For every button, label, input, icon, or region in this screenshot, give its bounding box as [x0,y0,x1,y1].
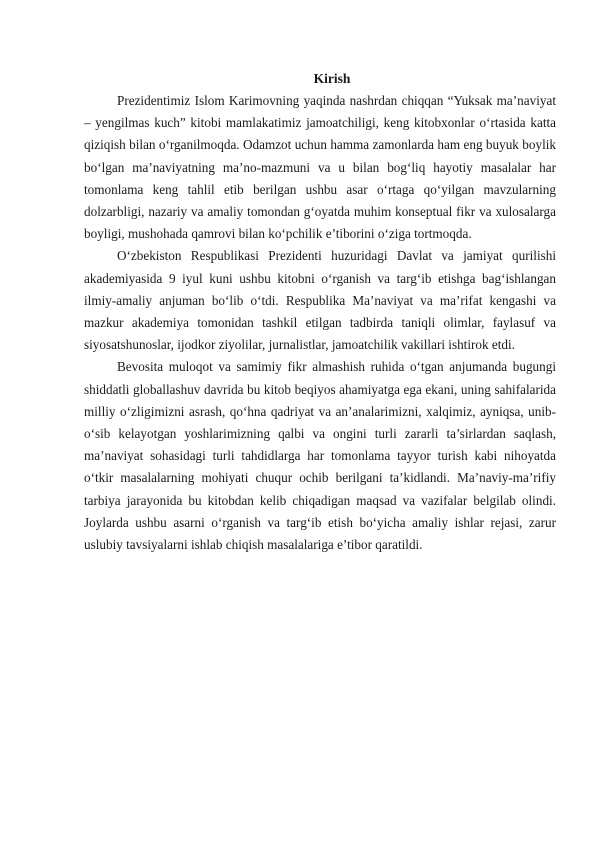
paragraph-2: O‘zbekiston Respublikasi Prezidenti huzuridagi Davlat va jamiyat qurilishi akademiyasida 9 iyul kuni ushbu kitobni o‘rganish va targ‘ib etishga bag‘ishlangan ilmiy-amaliy anjuman bo‘lib o‘tdi. Respublika Ma’naviyat va ma’rifat kengashi va mazkur akademiya tomonidan tashkil etilgan tadbirda taniqli olimlar, faylasuf va siyosatshunoslar, ijodkor ziyolilar, jurnalistlar, jamoatchilik vakillari ishtirok etdi. [84,248,556,353]
paragraph-3: Bevosita muloqot va samimiy fikr almashish ruhida o‘tgan anjumanda bugungi shiddatli globallashuv davrida bu kitob beqiyos ahamiyatga ega ekani, uning sahifalarida milliy o‘zligimizni asrash, qo‘hna qadriyat va an’analarimizni, xalqimiz, ayniqsa, unib-o‘sib kelayotgan yoshlarimizning qalbi va ongini turli zararli ta’sirlardan saqlash, ma’naviyat sohasidagi turli tahdidlarga har tomonlama tayyor turish kabi nihoyatda o‘tkir masalalarning mohiyati chuqur ochib berilgani ta’kidlandi. Ma’naviy-ma’rifiy tarbiya jarayonida bu kitobdan kelib chiqadigan maqsad va vazifalar belgilab olindi. Joylarda ushbu asarni o‘rganish va targ‘ib etish bo‘yicha amaliy ishlar rejasi, zarur uslubiy tavsiyalarni ishlab chiqish masalalariga e’tibor qaratildi. [84,359,556,553]
document-body [84,68,556,556]
paragraph-1: Prezidentimiz Islom Karimovning yaqinda nashrdan chiqqan “Yuksak ma’naviyat – yengilmas kuch” kitobi mamlakatimiz jamoatchiligi, keng kitobxonlar o‘rtasida katta qiziqish bilan o‘rganilmoqda. Odamzot uchun hamma zamonlarda ham eng buyuk boylik bo‘lgan ma’naviyatning ma’no-mazmuni va u bilan bog‘liq hayotiy masalalar har tomonlama keng tahlil etib berilgan ushbu asar o‘rtaga qo‘yilgan mavzularning dolzarbligi, nazariy va amaliy tomondan g‘oyatda muhim konseptual fikr va xulosalarga boyligi, mushohada qamrovi bilan ko‘pchilik e’tiborini o‘ziga tortmoqda. [84,93,556,242]
document-title: Kirish [313,71,351,86]
